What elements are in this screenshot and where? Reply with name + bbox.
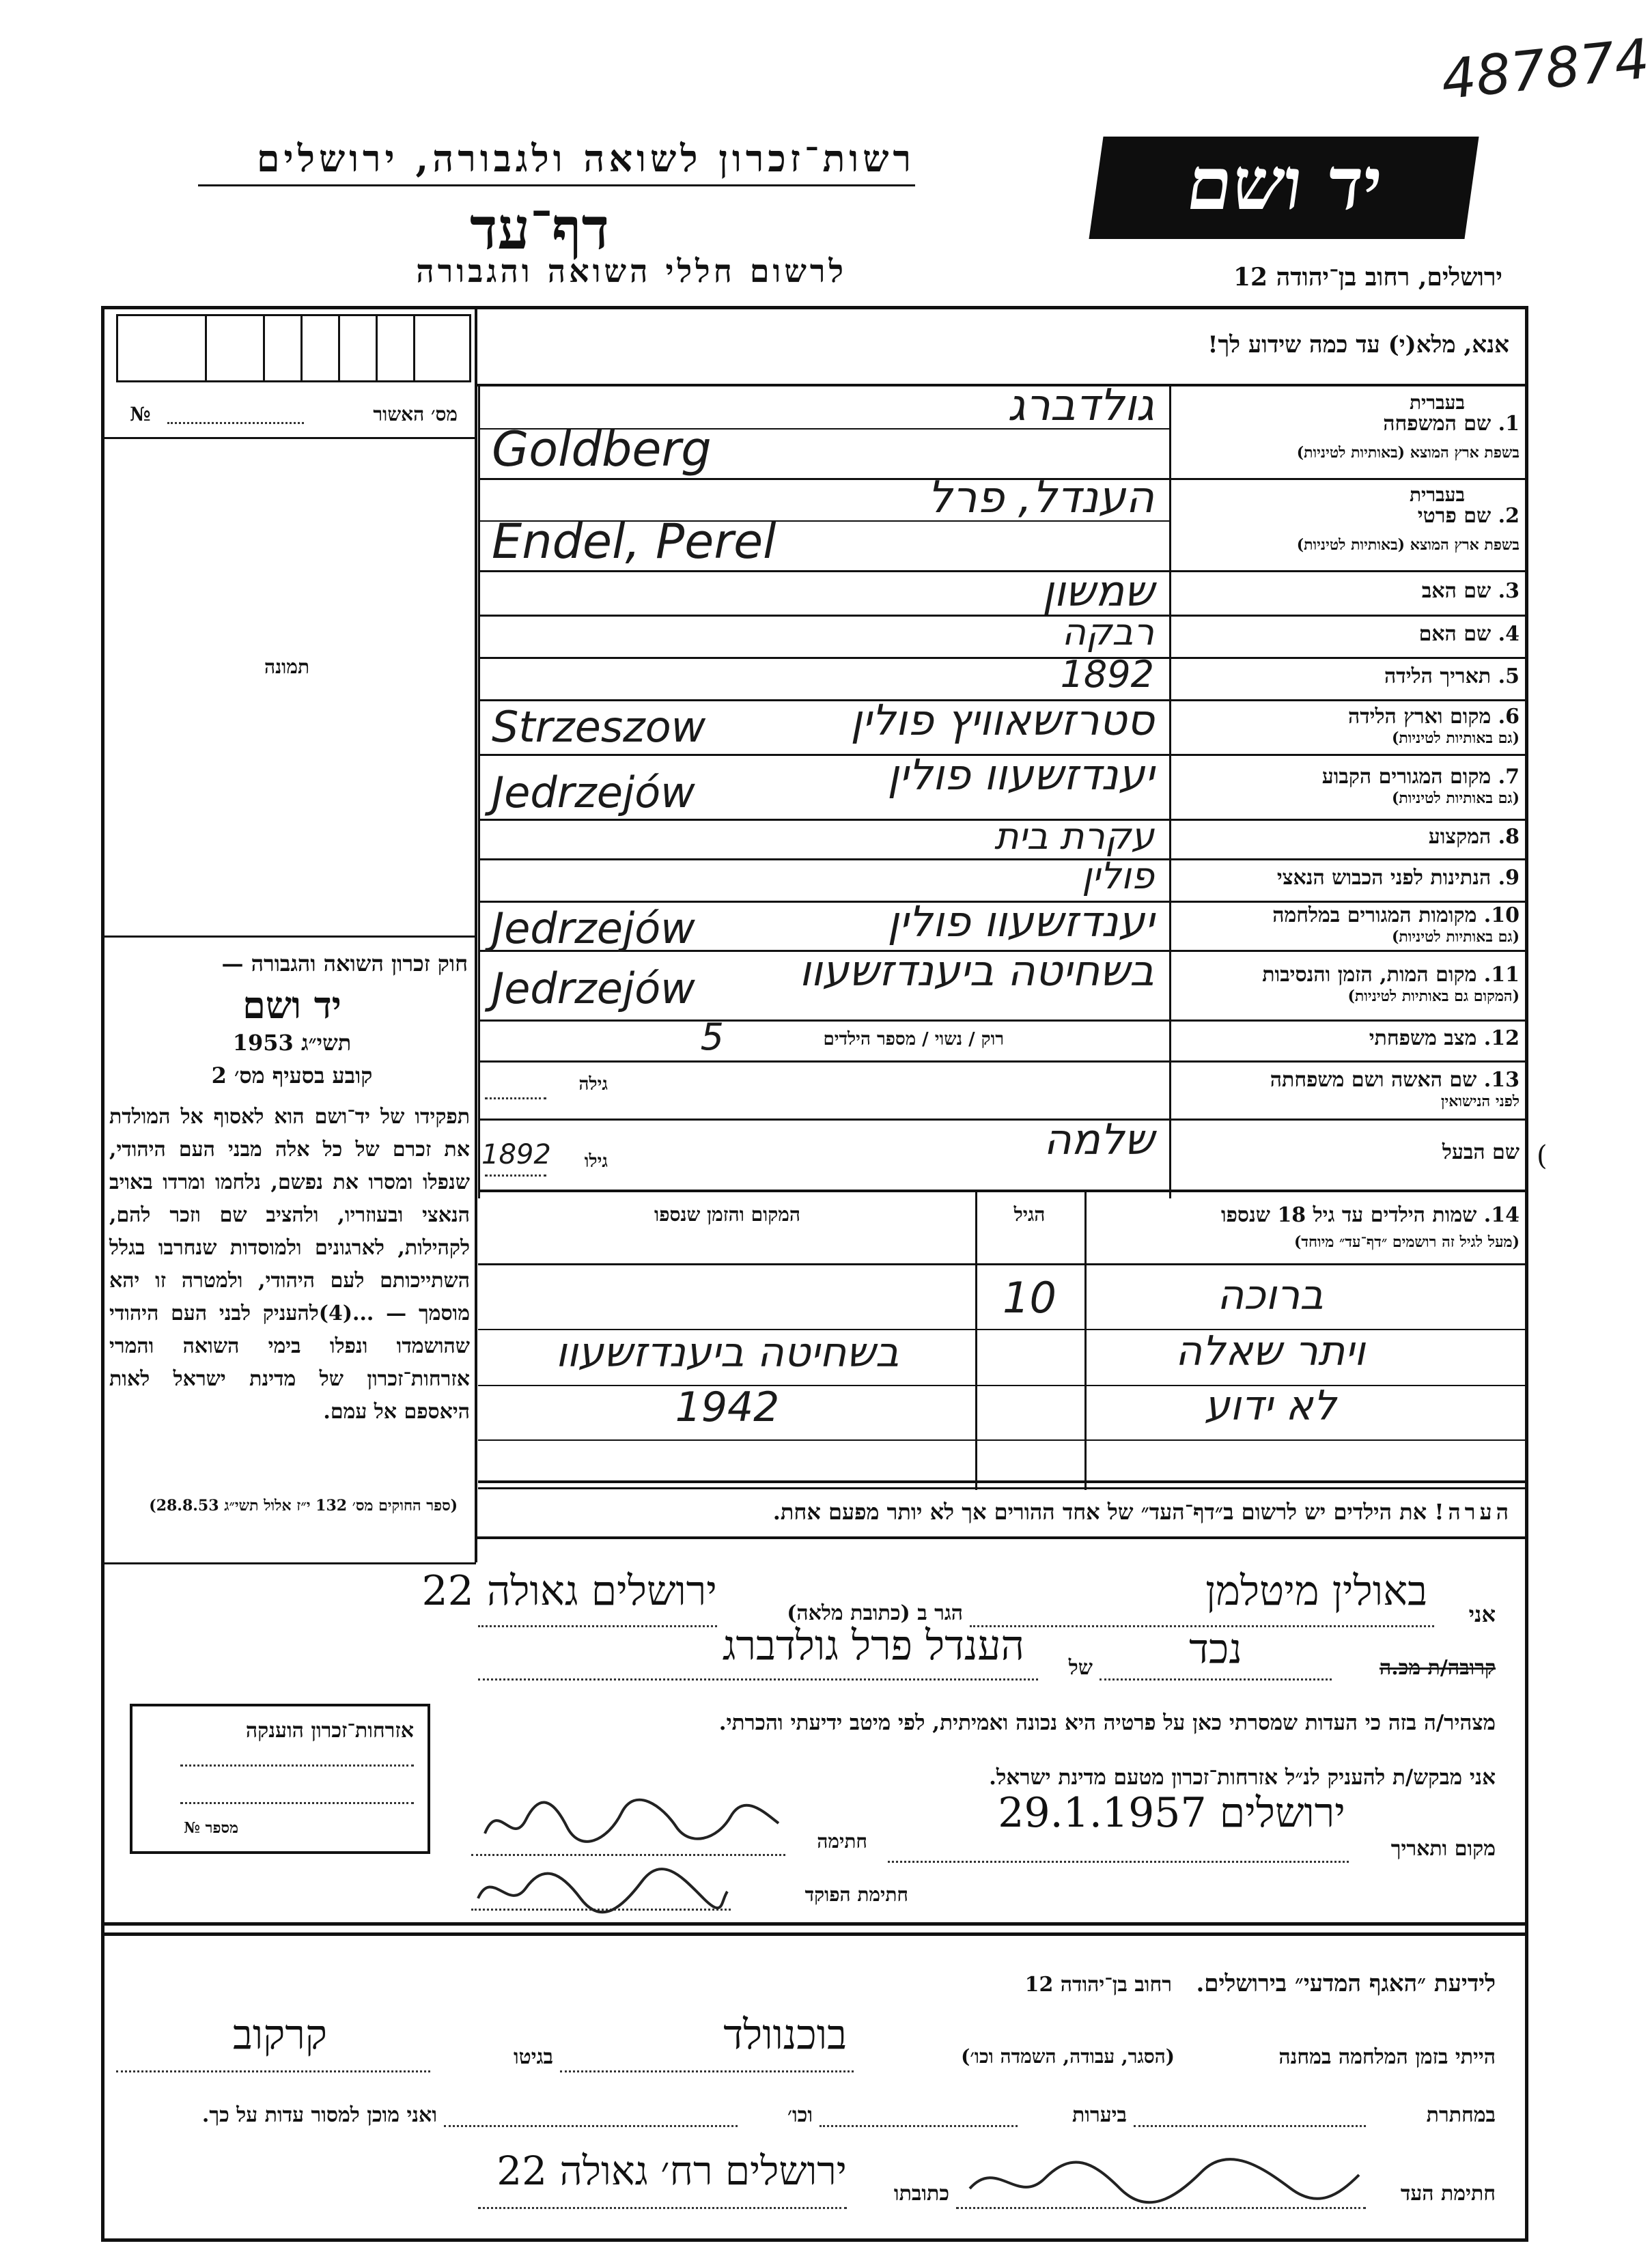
lower-suffix: ואני מוכן למסור עדות על כך. (201, 2103, 437, 2127)
law-name: יד ושם (242, 983, 341, 1027)
field-value-latin: Strzeszow (492, 702, 706, 752)
citizenship-box-no: מספר № (184, 1819, 238, 1837)
children-col1 (1084, 1190, 1087, 1490)
decl-place-date-value: ירושלים 29.1.1957 (998, 1789, 1345, 1837)
children-row-divider (478, 1439, 1526, 1441)
decl-relation-label: קרובה/ת מכּ.ה (1379, 1656, 1496, 1680)
field-note: (גם באותיות לטיניות) (1391, 928, 1520, 946)
children-col-age: הגיל (1013, 1203, 1046, 1226)
children-num: 14. (1483, 1203, 1520, 1227)
decl-signature (471, 1786, 785, 1854)
label-column-divider (1169, 386, 1171, 1198)
field-note: בשפת ארץ המוצא (באותיות לטיניות) (1296, 444, 1520, 462)
intro-text: אנא, מלא(י) עד כמה שידוע לך! (1207, 331, 1509, 358)
field-label-text: הנתינות לפני הכבוש הנאצי (1276, 866, 1492, 890)
approval-no-mark: № (130, 403, 151, 425)
field-number: 13. (1476, 1067, 1520, 1092)
field-value-latin: Jedrzejów (492, 964, 695, 1013)
sidebar-bottom-divider (102, 1562, 476, 1564)
field-number: 2. (1491, 504, 1520, 528)
decl-signature-line (471, 1854, 785, 1856)
field-value-hebrew: שלמה (1044, 1114, 1154, 1164)
marital-options: רוק / נשוי / מספר הילדים (823, 1029, 1004, 1050)
note-row (485, 1499, 1513, 1525)
field-number: 7. (1491, 764, 1520, 789)
field-label-text: מקום המגורים הקבוע (1321, 764, 1492, 789)
lower-line1-hint: (הסגר, עבודה, השמדה וכו׳) (961, 2045, 1175, 2068)
field-row-divider (478, 1019, 1526, 1022)
law-text: תפקידו של יד־ושם הוא לאסוף אל המולדת את זכרם של כל אלה מבני העם היהודי, שנפלו ומסרו את נפשם, נלחמו ומרדו באויב הנאצי ובעוזריו, ולהציב שם וזכר להם, לקהילות, לארגונים ולמוסדות שנחרבו בגלל השתייכותם לעם היהודי, ולמטרה זו יהא מוסמך — ...(4)להעניק לבני העם היהודי שהושמדו ונפלו בימי השואה והמרי אזרחות־זכרון של מדינת ישראל לאות היאספם אל עמם. (109, 1105, 470, 1424)
decl-relation-line (1100, 1678, 1332, 1681)
field-label (1175, 705, 1520, 729)
decl-relation-value: נכד (1189, 1625, 1242, 1673)
field-label-text: שם פרטי (1417, 504, 1492, 528)
field-value-latin: Jedrzejów (492, 768, 695, 817)
field-label (1175, 579, 1520, 603)
field-label-text: שם האשה ושם משפחתה (1270, 1067, 1477, 1092)
field-label-text: שם המשפחה (1383, 412, 1492, 436)
photo-divider (102, 936, 476, 938)
approval-divider (102, 437, 476, 439)
form-purpose: לרשום חללי השואה והגבורה (416, 253, 847, 290)
law-source: (ספר החוקים מס׳ 132 י״ז אלול תשי״ג 28.8.53) (149, 1497, 458, 1515)
margin-mark: ( (1537, 1140, 1548, 1172)
field-note: בשפת ארץ המוצא (באותיות לטיניות) (1296, 536, 1520, 554)
officer-signature (471, 1861, 731, 1915)
field-label-text: מקומות המגורים במלחמה (1272, 903, 1477, 927)
field-label (1175, 1140, 1520, 1164)
decl-of-line (478, 1678, 1038, 1681)
lower-title-address: רחוב בן־יהודה 12 (1024, 1973, 1172, 1997)
lower-line1-prefix: הייתי בזמן המלחמה במחנה (1278, 2045, 1496, 2069)
age-line (485, 1097, 546, 1099)
sidebar-divider (475, 306, 477, 1562)
field-note: (גם באותיות לטיניות) (1391, 729, 1520, 747)
field-label-text: המקצוע (1428, 825, 1492, 849)
field-note: (המקום גם באותיות לטיניות) (1347, 987, 1520, 1005)
decl-place-date-line (888, 1861, 1349, 1863)
lower-ghetto-value: קרקוב (233, 2011, 327, 2059)
id-boxes (116, 314, 471, 382)
lower-camp-value: בוכנוולד (723, 2011, 847, 2059)
field-row-divider (478, 1060, 1526, 1063)
decl-i-label: אני (1468, 1601, 1496, 1627)
note-bottom (475, 1536, 1526, 1539)
child-name: לא ידוע (1204, 1382, 1336, 1430)
archive-number: 487874 (1438, 27, 1652, 112)
lower-forests: ביערות (1072, 2103, 1127, 2127)
field-value-hebrew: הענדל, פרל (927, 473, 1154, 523)
field-label (1175, 1068, 1520, 1092)
field-value-hebrew: שמשון (1042, 566, 1154, 616)
value-area-left-border (478, 386, 480, 1198)
field-label-text: תאריך הלידה (1384, 664, 1492, 688)
field-label-text: מקום וארץ הלידה (1347, 705, 1492, 729)
authority-underline (198, 184, 915, 186)
decl-statement: מצהיר/ה בזה כי העדות שמסרתי כאן על פרטיה היא נכונה ואמיתית, לפי מיטב ידיעתי והכרתי. (718, 1711, 1496, 1735)
field-note: לפני הנישואין (1440, 1092, 1520, 1110)
children-header-bottom (478, 1263, 1526, 1265)
field-value-hebrew: 1892 (1060, 653, 1154, 696)
law-section: קובע בסעיף מס׳ 2 (211, 1063, 373, 1088)
field-number: 11. (1476, 963, 1520, 987)
approval-no-label: מס׳ האשור (373, 403, 458, 425)
lower-partisans-line (1134, 2125, 1366, 2127)
field-label-text: מקום המות, הזמן והנסיבות (1262, 963, 1477, 987)
children-title: שמות הילדים עד גיל 18 שנספו (1220, 1203, 1477, 1227)
note-text: את הילדים יש לרשום ב״דף־העד״ של אחד ההורים אך לא יותר מפעם אחת. (772, 1499, 1427, 1525)
children-label (1093, 1203, 1520, 1227)
children-top (478, 1190, 1526, 1192)
children-col-place: המקום והזמן שנספו (654, 1203, 800, 1226)
yad-vashem-logo (1089, 137, 1479, 239)
field-value-hebrew: יענדזשעוו פולין (887, 750, 1154, 800)
note-label: הערה! (1434, 1499, 1513, 1525)
field-note: (גם באותיות לטיניות) (1391, 789, 1520, 807)
decl-place-date-label: מקום ותאריך (1390, 1837, 1496, 1861)
decl-officer-label: חתימת הפוקד (804, 1883, 908, 1906)
field-note-top: בעברית (1409, 483, 1465, 506)
field-number: 12. (1476, 1026, 1520, 1050)
field-label-text: מצב משפחתי (1369, 1026, 1477, 1050)
field-label (1175, 412, 1520, 436)
field-label (1175, 1026, 1520, 1050)
decl-of-value: הענדל פרל גולדברג (722, 1622, 1024, 1670)
law-title: חוק זכרון השואה והגבורה — (221, 951, 468, 976)
field-number: 3. (1491, 578, 1520, 603)
field-value-latin: Goldberg (492, 421, 712, 477)
photo-label: תמונה (264, 656, 310, 678)
field-number: 4. (1491, 622, 1520, 646)
lower-title-prefix: לידיעת (1433, 1970, 1496, 1997)
law-year: תשי״ג 1953 (232, 1030, 352, 1056)
authority-name: רשות־זכרון לשואה ולגבורה, ירושלים (256, 137, 915, 180)
child-name: ויתר שאלה (1175, 1327, 1366, 1375)
field-value-hebrew: עקרת בית (994, 815, 1154, 858)
field-label-text: שם הבעל (1442, 1140, 1520, 1164)
field-number: 1. (1491, 412, 1520, 436)
child-place: בשחיטה ביענדזשעוו (555, 1329, 899, 1377)
address: ירושלים, רחוב בן־יהודה 12 (1233, 263, 1502, 292)
section-separator-2 (102, 1932, 1526, 1936)
lower-camp-line (560, 2070, 854, 2072)
decl-of-label: של (1068, 1656, 1093, 1680)
decl-signature-label: חתימה (817, 1830, 867, 1853)
form-title: דף־עד (469, 195, 609, 262)
field-value-hebrew: 5 (700, 1015, 724, 1058)
approval-no-line (167, 422, 304, 424)
field-value-latin: Jedrzejów (492, 903, 695, 953)
witness-signature-scribble (956, 2148, 1366, 2209)
decl-address-value: ירושלים גאולה 22 (421, 1567, 717, 1615)
field-value-hebrew: יענדזשעוו פולין (887, 897, 1154, 946)
lower-forests-line (820, 2125, 1018, 2127)
signature-scribble (471, 1786, 785, 1854)
lower-partisans: במחתרת (1426, 2103, 1496, 2127)
field-value-hebrew: פולין (1082, 854, 1154, 897)
field-label (1175, 866, 1520, 890)
decl-request: אני מבקש/ת להעניק לנ״ל אזרחות־זכרון מטעם מדינת ישראל. (989, 1765, 1496, 1790)
note-top (478, 1487, 1526, 1489)
lower-title-row (478, 1970, 1496, 1997)
lower-ghetto-line (116, 2070, 430, 2072)
field-number: 5. (1491, 664, 1520, 688)
age-value: 1892 (481, 1139, 551, 1170)
field-value-latin: Endel, Perel (492, 514, 776, 569)
citizenship-box-title: אזרחות־זכרון הוענקה (245, 1719, 414, 1743)
age-label: גילו (584, 1151, 608, 1172)
field-label (1175, 622, 1520, 646)
children-note: (מעל לגיל זה רושמים ״דף־עד״ מיוחד) (1293, 1233, 1520, 1251)
lower-witness-label: חתימת העד (1400, 2182, 1496, 2206)
children-bottom (478, 1480, 1526, 1483)
field-number: 10. (1476, 903, 1520, 927)
lower-title: ״האגף המדעי״ בירושלים. (1196, 1970, 1427, 1997)
decl-resides-label: הגר ב (כתובת מלאה) (787, 1601, 963, 1625)
field-value-hebrew: גולדברג (1007, 380, 1154, 431)
logo-text: יד ושם (1181, 141, 1388, 226)
field-label (1175, 765, 1520, 789)
lower-address-value: ירושלים רח׳ גאולה 22 (496, 2148, 847, 2194)
age-label: גילה (578, 1074, 608, 1095)
witness-signature (956, 2148, 1366, 2209)
decl-name-value: באולין מיטלמן (1205, 1567, 1427, 1615)
child-name: ברוכה (1217, 1271, 1324, 1319)
field-label-text: שם האב (1421, 578, 1492, 603)
field-label (1175, 825, 1520, 849)
field-number: 8. (1491, 825, 1520, 849)
child-place: 1942 (675, 1383, 780, 1431)
field-label (1175, 504, 1520, 528)
field-value-hebrew: בשחיטה ביענדזשעוו (799, 946, 1154, 996)
field-label (1175, 664, 1520, 688)
lower-address-label: כתובתו (893, 2182, 949, 2206)
children-col2 (975, 1190, 977, 1490)
section-separator-1 (102, 1922, 1526, 1926)
lower-etc: וכו׳ (787, 2103, 813, 2127)
field-value-hebrew: סטרזשאוויץ פולין (850, 695, 1154, 745)
field-note-top: בעברית (1409, 391, 1465, 414)
field-number: 9. (1491, 866, 1520, 890)
lower-ghetto-label: בגיטו (513, 2045, 553, 2069)
field-label (1175, 963, 1520, 987)
child-age: 10 (1003, 1273, 1056, 1323)
age-line (485, 1175, 546, 1177)
field-value-hebrew: רבקה (1061, 610, 1154, 653)
field-label (1175, 903, 1520, 927)
citizenship-box (130, 1704, 430, 1854)
field-label-text: שם האם (1418, 622, 1492, 646)
lower-address-line (478, 2207, 847, 2209)
lower-etc-line (444, 2125, 738, 2127)
officer-signature-scribble (471, 1861, 731, 1915)
field-number: 6. (1491, 705, 1520, 729)
